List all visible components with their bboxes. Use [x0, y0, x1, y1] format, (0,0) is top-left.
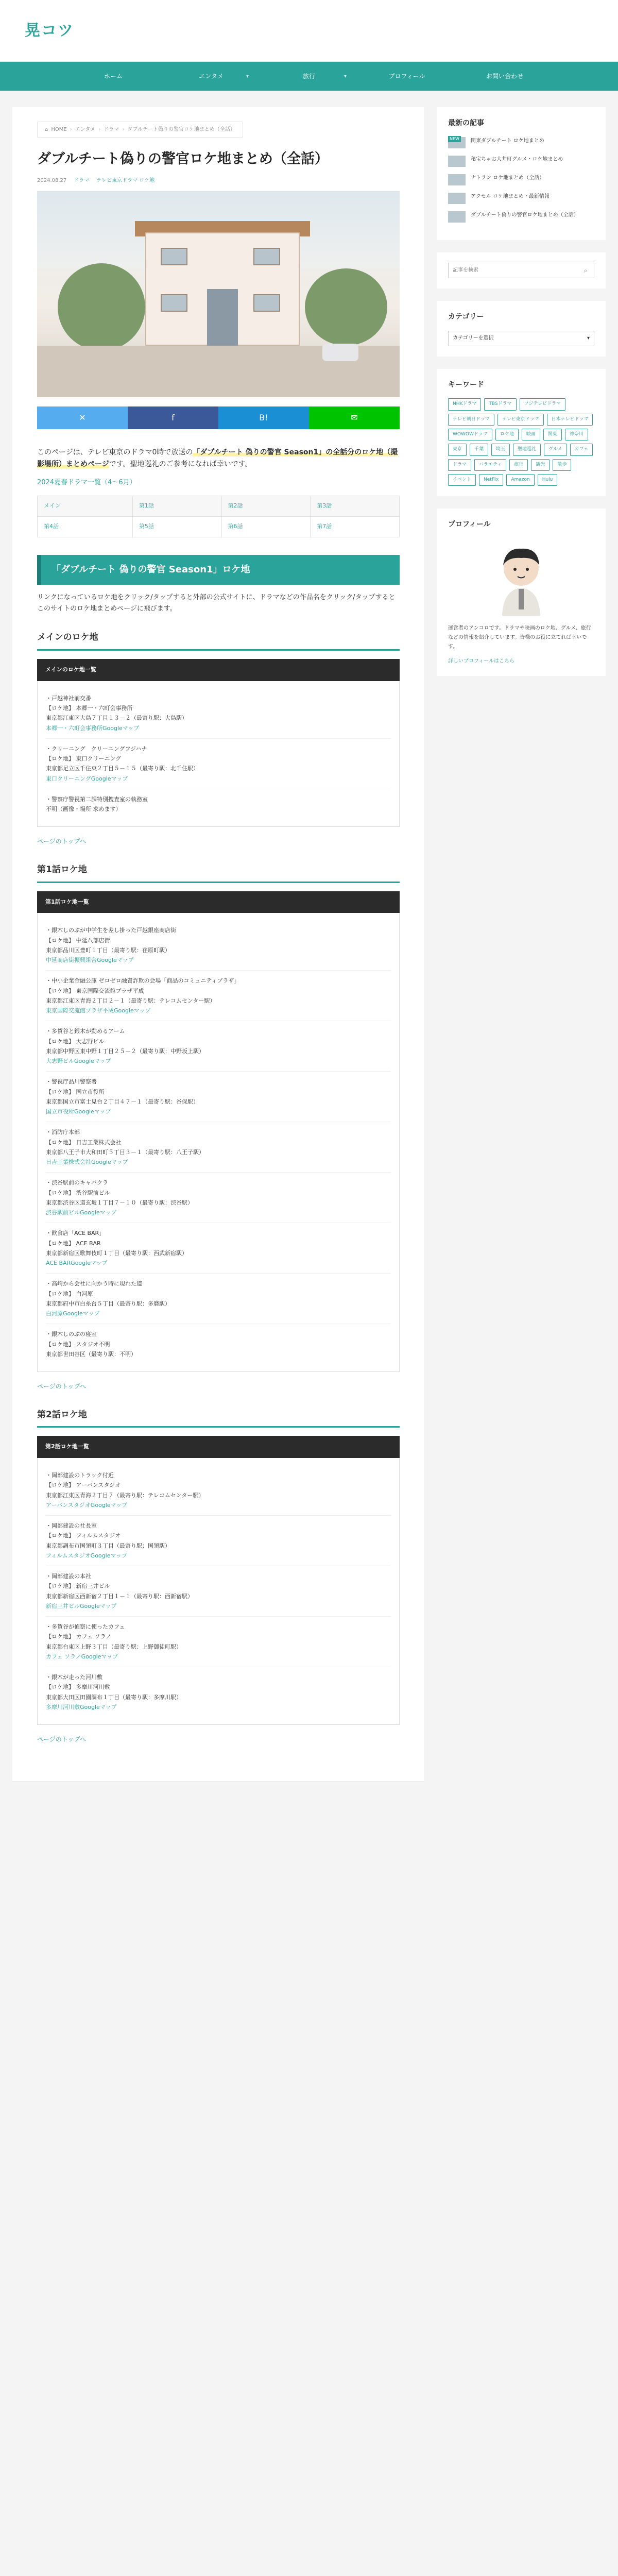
search-button[interactable]: [577, 263, 594, 278]
tag-link[interactable]: 旅行: [509, 459, 528, 471]
table-cell[interactable]: 第4話: [38, 516, 133, 537]
map-link[interactable]: 中延商店街振興組合Googleマップ: [46, 957, 134, 964]
map-link[interactable]: アーバンスタジオGoogleマップ: [46, 1501, 128, 1509]
list-item: [46, 1021, 391, 1072]
location-box-title: 第1話ロケ地一覧: [37, 891, 400, 913]
table-cell[interactable]: 第2話: [221, 496, 311, 517]
location-line: ・渋谷駅前のキャバクラ: [46, 1179, 108, 1187]
nav-item-label: エンタメ: [199, 72, 224, 80]
location-line: 【ロケ地】 大志野ビル: [46, 1038, 105, 1045]
breadcrumb-item[interactable]: エンタメ: [75, 127, 96, 132]
tag-link[interactable]: WOWOWドラマ: [448, 429, 492, 440]
table-cell[interactable]: 第3話: [311, 496, 400, 517]
location-line: 東京都大田区田園調布１丁目（最寄り駅：多摩川駅）: [46, 1693, 182, 1701]
location-line: 東京都世田谷区（最寄り駅：不明）: [46, 1350, 136, 1358]
location-box: [37, 681, 400, 827]
category-title: カテゴリー: [448, 312, 484, 321]
breadcrumb: [37, 122, 243, 138]
location-line: 東京都調布市国領町３丁目（最寄り駅：国領駅）: [46, 1542, 170, 1549]
avatar: [483, 538, 560, 616]
tag-link[interactable]: 聖地巡礼: [513, 444, 541, 455]
tag-link[interactable]: Netflix: [479, 474, 503, 486]
chevron-right-icon: ›: [98, 127, 101, 132]
facebook-icon: f: [171, 412, 175, 422]
intro-bold: 「ダブルチート 偽りの警官 Season1」の全話分のロケ地（撮影場所）まとめページ: [37, 448, 398, 469]
location-line: 東京都八王子市大和田町５丁目３－１（最寄り駅：八王子駅）: [46, 1148, 204, 1156]
location-box-title: 第2話ロケ地一覧: [37, 1436, 400, 1458]
nav-item[interactable]: [456, 62, 554, 91]
tag-link[interactable]: バラエティ: [474, 459, 506, 471]
tag-link[interactable]: テレビ東京ドラマ: [497, 414, 544, 426]
main-content: [12, 107, 424, 1781]
map-link[interactable]: 日吉工業株式会社Googleマップ: [46, 1159, 128, 1166]
nav-item-label: 旅行: [302, 72, 315, 80]
tag-link[interactable]: ドラマ: [448, 459, 471, 471]
share-twitter-button[interactable]: [37, 406, 128, 429]
location-line: ・警察庁警視第二課特別捜査室の執務室: [46, 795, 148, 803]
list-item: [46, 1516, 391, 1566]
location-line: ・クリーニング クリーニングフジハナ: [46, 745, 147, 752]
tag-link[interactable]: カフェ: [570, 444, 593, 455]
post-meta: [37, 176, 400, 185]
location-line: 【ロケ地】 アーバンスタジオ: [46, 1482, 121, 1489]
post-category[interactable]: ドラマ: [74, 177, 90, 183]
table-row: [38, 516, 400, 537]
location-line: 【ロケ地】 ACE BAR: [46, 1240, 101, 1247]
page-top-link[interactable]: ページのトップへ: [37, 838, 87, 845]
location-line: 【ロケ地】 東口クリーニング: [46, 755, 122, 762]
tag-link[interactable]: 千葉: [470, 444, 488, 455]
list-item: [46, 971, 391, 1021]
avatar-illustration: [483, 538, 560, 616]
tag-link[interactable]: テレビ朝日ドラマ: [448, 414, 494, 426]
page-top-link[interactable]: ページのトップへ: [37, 1736, 87, 1743]
car: [322, 344, 358, 361]
popular-post-item[interactable]: [448, 137, 594, 148]
section-heading: メインのロケ地: [37, 630, 400, 651]
location-line: ・戸越神社前交番: [46, 694, 91, 702]
location-line: 【ロケ地】 フィルムスタジオ: [46, 1532, 121, 1539]
list-item: [46, 1072, 391, 1122]
location-line: 東京都江東区大島７丁目１３－２（最寄り駅：大島駅）: [46, 715, 187, 722]
popular-post-title: 秘宝ちゃお大井町グルメ・ロケ地まとめ: [471, 156, 563, 162]
breadcrumb-item[interactable]: HOME: [51, 127, 67, 132]
popular-post-title: アクセル ロケ地まとめ・最新情報: [471, 193, 550, 199]
tag-link[interactable]: フジテレビドラマ: [520, 398, 565, 410]
list-item: [46, 739, 391, 789]
table-cell[interactable]: 第6話: [221, 516, 311, 537]
category-select-value: カテゴリーを選択: [453, 335, 494, 342]
chevron-right-icon: ›: [70, 127, 72, 132]
post-thumbnail: [448, 174, 466, 185]
tag-link[interactable]: 日本テレビドラマ: [547, 414, 593, 426]
post-subcategory[interactable]: テレビ東京ドラマ ロケ地: [96, 177, 155, 183]
location-line: ・銀木しのぶが中学生を差し掛った戸越銀座商店街: [46, 927, 176, 934]
popular-title: 最新の記事: [448, 119, 484, 127]
map-link[interactable]: 多摩川河川敷Googleマップ: [46, 1703, 117, 1710]
post-thumbnail: [448, 137, 466, 148]
content-wrapper: [0, 91, 618, 1781]
location-line: 【ロケ地】 白河原: [46, 1290, 93, 1297]
site-logo[interactable]: 晃コツ: [25, 22, 74, 40]
popular-post-item[interactable]: [448, 156, 594, 167]
map-link[interactable]: 大志野ビルGoogleマップ: [46, 1058, 111, 1065]
nav-item-label: プロフィール: [388, 72, 425, 80]
location-box-title: メインのロケ地一覧: [37, 659, 400, 681]
map-link[interactable]: 国立市役所Googleマップ: [46, 1108, 111, 1115]
chevron-down-icon: ▾: [344, 73, 347, 79]
building-window: [253, 248, 280, 265]
nav-item-label: お問い合わせ: [486, 72, 523, 80]
location-line: 【ロケ地】 カフェ ソラノ: [46, 1633, 112, 1640]
tag-cloud: [448, 398, 594, 486]
intro-text: [37, 447, 400, 471]
share-hatena-button[interactable]: [218, 406, 309, 429]
table-cell[interactable]: メイン: [38, 496, 133, 517]
location-line: 東京都国立市富士見台２丁目４７－１（最寄り駅：谷保駅）: [46, 1098, 199, 1105]
tag-link[interactable]: 散歩: [553, 459, 571, 471]
location-line: ・多賀谷と銀木が勤めるアーム: [46, 1028, 125, 1035]
map-link[interactable]: 渋谷駅前ビルGoogleマップ: [46, 1209, 117, 1216]
location-line: 【ロケ地】 東京国際交流館プラザ平成: [46, 987, 144, 994]
tag-link[interactable]: 東京: [448, 444, 467, 455]
location-box: [37, 913, 400, 1372]
global-nav: [0, 62, 618, 91]
map-link[interactable]: 東口クリーニングGoogleマップ: [46, 775, 128, 782]
location-line: ・高崎から会社に向かう時に現れた道: [46, 1280, 142, 1287]
post-thumbnail: [448, 193, 466, 204]
location-line: 東京都江東区青海２丁目７（最寄り駅：テレコムセンター駅）: [46, 1492, 204, 1499]
tag-link[interactable]: Amazon: [506, 474, 534, 486]
tag-link[interactable]: グルメ: [544, 444, 566, 455]
list-item: [46, 1617, 391, 1667]
location-line: ・銀木しのぶの寝室: [46, 1331, 97, 1338]
building-window: [161, 248, 187, 265]
chevron-right-icon: ›: [122, 127, 125, 132]
popular-post-item[interactable]: [448, 174, 594, 185]
location-line: 東京都江東区青海２丁目２－１（最寄り駅：テレコムセンター駅）: [46, 997, 216, 1004]
building-door: [207, 289, 238, 346]
share-facebook-button[interactable]: [128, 406, 218, 429]
table-cell[interactable]: 第1話: [132, 496, 221, 517]
location-line: 【ロケ地】 多摩川河川敷: [46, 1684, 110, 1691]
popular-post-item[interactable]: [448, 211, 594, 223]
location-line: 東京都府中市白糸台５丁目（最寄り駅：多磨駅）: [46, 1300, 170, 1307]
share-line-button[interactable]: [309, 406, 400, 429]
tag-link[interactable]: 埼玉: [491, 444, 510, 455]
location-line: ・中小企業金融公庫 ゼロゼロ融資詐欺の会場「商品のコミュニティプラザ」: [46, 977, 240, 985]
tag-link[interactable]: TBSドラマ: [484, 398, 516, 410]
search-widget: [437, 252, 606, 289]
map-link[interactable]: 新宿三井ビルGoogleマップ: [46, 1602, 117, 1609]
map-link[interactable]: ACE BARGoogleマップ: [46, 1260, 108, 1267]
location-line: ・岡部建設の本社: [46, 1573, 91, 1580]
popular-post-title: ダブルチート偽りの警官ロケ地まとめ（全話）: [471, 212, 579, 218]
breadcrumb-item[interactable]: ドラマ: [104, 127, 119, 132]
category-widget: [437, 301, 606, 357]
list-item: [46, 920, 391, 971]
intro-post: です。聖地巡礼のご参考になれば幸いです。: [109, 460, 252, 469]
keyword-widget: [437, 369, 606, 497]
home-icon: ⌂: [45, 127, 48, 132]
location-line: 東京都新宿区西新宿２丁目１－１（最寄り駅：西新宿駅）: [46, 1592, 193, 1600]
location-line: 【ロケ地】 スタジオ不明: [46, 1341, 110, 1348]
nav-item[interactable]: [358, 62, 456, 91]
chevron-down-icon: ▾: [246, 73, 249, 79]
intro-pre: このページは、テレビ東京のドラマ0時で放送の: [37, 448, 193, 456]
profile-link[interactable]: 詳しいプロフィールはこちら: [448, 658, 514, 664]
location-line: ・多賀谷が偵察に使ったカフェ: [46, 1623, 125, 1631]
nav-item-label: ホーム: [104, 72, 123, 80]
post-thumbnail: [448, 211, 466, 223]
nav-item[interactable]: [162, 62, 260, 91]
location-line: ・岡部建設のトラック付近: [46, 1472, 114, 1479]
keyword-title: キーワード: [448, 380, 484, 389]
tag-link[interactable]: 映画: [522, 429, 540, 440]
tag-link[interactable]: 神奈川: [565, 429, 588, 440]
tag-link[interactable]: ロケ地: [495, 429, 519, 440]
location-line: 【ロケ地】 渋谷駅前ビル: [46, 1189, 110, 1196]
table-cell[interactable]: 第7話: [311, 516, 400, 537]
tag-link[interactable]: イベント: [448, 474, 476, 486]
popular-posts: [437, 107, 606, 240]
map-link[interactable]: フィルムスタジオGoogleマップ: [46, 1552, 128, 1559]
breadcrumb-item: ダブルチート偽りの警官ロケ地まとめ（全話）: [127, 127, 235, 132]
episode-table: [37, 496, 400, 537]
location-line: 【ロケ地】 中延八部店街: [46, 937, 110, 944]
tree: [58, 263, 145, 351]
section-heading: 第2話ロケ地: [37, 1408, 400, 1428]
twitter-icon: ✕: [79, 412, 86, 422]
tag-link[interactable]: NHKドラマ: [448, 398, 481, 410]
location-line: 【ロケ地】 日吉工業株式会社: [46, 1139, 122, 1146]
tag-link[interactable]: 関東: [543, 429, 562, 440]
list-item: [46, 1274, 391, 1324]
section-banner: 「ダブルチート 偽りの警官 Season1」ロケ地: [37, 555, 400, 585]
list-item: [46, 1465, 391, 1516]
list-item: [46, 1566, 391, 1617]
location-sections: [37, 630, 400, 1744]
location-line: 東京都渋谷区道玄坂１丁目７－１０（最寄り駅：渋谷駅）: [46, 1199, 193, 1206]
site-header: [0, 0, 618, 62]
location-line: 東京都新宿区歌舞伎町１丁目（最寄り駅：西武新宿駅）: [46, 1249, 187, 1257]
list-item: [46, 1122, 391, 1173]
location-line: 東京都品川区豊町１丁目（最寄り駅：荏原町駅）: [46, 946, 170, 954]
table-cell[interactable]: 第5話: [132, 516, 221, 537]
building-window: [253, 294, 280, 312]
map-link[interactable]: 東京国際交流館プラザ平成Googleマップ: [46, 1007, 151, 1014]
profile-title: プロフィール: [448, 520, 491, 529]
location-line: ・銀木が走った河川敷: [46, 1674, 102, 1681]
tag-link[interactable]: 観光: [531, 459, 550, 471]
category-select[interactable]: [448, 331, 594, 346]
line-icon: ✉: [351, 412, 358, 422]
location-line: ・警視庁品川警察署: [46, 1078, 97, 1086]
list-item: [46, 1173, 391, 1223]
location-line: ・飲食店「ACE BAR」: [46, 1230, 105, 1237]
new-badge: NEW: [448, 136, 461, 142]
season-list-link[interactable]: 2024夏春ドラマ一覧（4〜6月）: [37, 479, 136, 487]
location-box: [37, 1458, 400, 1725]
location-line: 不明（画像・場所 求めます）: [46, 806, 122, 813]
list-item: [46, 1324, 391, 1364]
nav-item[interactable]: [64, 62, 162, 91]
search-box: [448, 263, 594, 278]
profile-widget: [437, 509, 606, 676]
location-line: 東京都中野区東中野１丁目２５－２（最寄り駅：中野坂上駅）: [46, 1047, 204, 1055]
location-line: ・岡部建設の社長室: [46, 1522, 97, 1530]
table-row: [38, 496, 400, 517]
hatena-icon: B!: [259, 412, 268, 422]
page-top-link[interactable]: ページのトップへ: [37, 1383, 87, 1391]
location-line: 東京都台東区上野３丁目（最寄り駅：上野御徒町駅）: [46, 1643, 182, 1650]
location-line: ・消防庁本部: [46, 1129, 80, 1136]
map-link[interactable]: カフェ ソラノGoogleマップ: [46, 1653, 118, 1660]
popular-post-title: ナトラン ロケ地まとめ（全話）: [471, 175, 545, 181]
section-heading: 第1話ロケ地: [37, 862, 400, 883]
section-lead: リンクになっているロケ地をクリック/タップすると外部の公式サイトに、ドラマなどの作品名をクリック/タップするとこのサイトのロケ地まとめページに飛びます。: [37, 594, 396, 613]
chevron-down-icon: ▾: [587, 335, 590, 342]
post-thumbnail: [448, 156, 466, 167]
location-line: 【ロケ地】 本郷一・六町会事務所: [46, 705, 133, 712]
map-link[interactable]: 本郷一・六町会事務所Googleマップ: [46, 724, 140, 732]
list-item: [46, 688, 391, 739]
location-line: 【ロケ地】 新宿三井ビル: [46, 1583, 110, 1590]
location-line: 東京都足立区千住東２丁目５－１５（最寄り駅：北千住駅）: [46, 765, 199, 772]
search-icon: ⌕: [583, 266, 588, 274]
popular-post-title: 関東ダブルチート ロケ地まとめ: [471, 138, 544, 144]
list-item: [46, 1667, 391, 1717]
tag-link[interactable]: Hulu: [538, 474, 558, 486]
nav-item[interactable]: [260, 62, 358, 91]
popular-post-item[interactable]: [448, 193, 594, 204]
sidebar: [437, 107, 606, 688]
eyecatch-image: [37, 191, 400, 397]
list-item: [46, 1223, 391, 1274]
profile-text: 運営者のアンコロです。ドラマや映画のロケ地、グルメ、旅行などの情報を紹介しています。皆様のお役に立てれば幸いです。: [448, 625, 591, 650]
post-title: ダブルチート偽りの警官ロケ地まとめ（全話）: [37, 151, 329, 167]
location-line: 【ロケ地】 国立市役所: [46, 1088, 105, 1095]
tree: [305, 268, 387, 346]
popular-list: [448, 137, 594, 223]
search-input[interactable]: [449, 263, 577, 278]
map-link[interactable]: 白河原Googleマップ: [46, 1310, 100, 1317]
share-bar: [37, 406, 400, 429]
building-window: [161, 294, 187, 312]
post-date: 2024.08.27: [37, 177, 67, 183]
list-item: [46, 789, 391, 820]
